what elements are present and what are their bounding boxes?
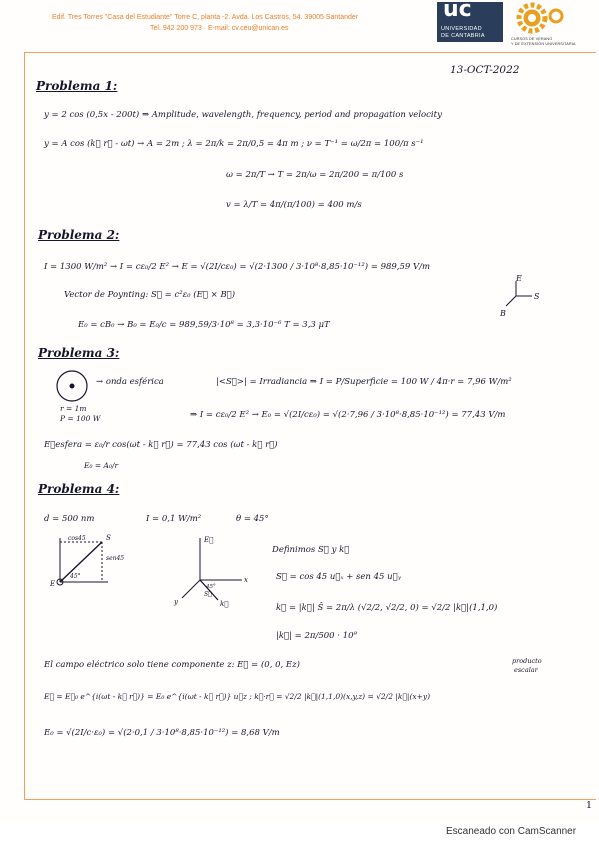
- camscanner-footer: Escaneado con CamScanner: [446, 826, 577, 837]
- problem-4-intensity: I = 0,1 W/m²: [146, 514, 202, 524]
- problem-3-wave-type: → onda esférica: [96, 377, 164, 387]
- y-axis-label: y: [174, 598, 178, 606]
- problem-4-define: Definimos S⃗ y k⃗: [272, 545, 350, 555]
- problem-3-radius: r = 1m: [60, 404, 87, 413]
- s-vector-label: S⃗: [204, 591, 212, 598]
- page-number: 1: [586, 800, 593, 811]
- problem-4-angle: θ = 45°: [236, 514, 269, 524]
- note-escalar: escalar: [514, 666, 538, 674]
- problem-2-poynting: Vector de Poynting: S⃗ = c²ε₀ (E⃗ × B⃗): [64, 290, 236, 300]
- problem-3-irradiance: |<S⃗>| = Irradiancia ⇒ I = P/Superficie = 100 W / 4π·r = 7,96 W/m²: [216, 377, 512, 387]
- z-label: E⃗: [204, 536, 214, 544]
- axis-e-label: E: [516, 274, 522, 283]
- universidad-cantabria-logo: uc UNIVERSIDAD DE CANTABRIA: [437, 2, 503, 42]
- problem-4-k-magnitude: |k⃗| = 2π/500 · 10⁹: [276, 631, 357, 641]
- cos-label: cos45: [68, 535, 86, 542]
- problem-3-amplitude: E₀ = A₀/r: [84, 461, 119, 470]
- problem-1-equation: y = 2 cos (0,5x - 200t) ⇒ Amplitude, wavelength, frequency, period and propagation velocity: [44, 110, 442, 120]
- problem-3-title: Problema 3:: [38, 346, 120, 360]
- k-label: k⃗: [220, 600, 229, 608]
- angle2-label: 45°: [206, 584, 216, 590]
- problem-2-title: Problema 2:: [38, 228, 120, 242]
- problem-4-amplitude: E₀ = √(2I/c·ε₀) = √(2·0,1 / 3·10⁸·8,85·10⁻¹²) = 8,68 V/m: [44, 728, 280, 738]
- problem-1-velocity: v = λ/T = 4π/(π/100) = 400 m/s: [226, 200, 362, 210]
- problem-4-3d-axes-diagram: [170, 532, 250, 612]
- axis-b-label: B: [500, 309, 506, 318]
- axis-s-label: S: [534, 292, 540, 301]
- problem-4-s-vector: S⃗ = cos 45 u⃗ₓ + sen 45 u⃗ᵧ: [276, 572, 401, 582]
- problem-4-title: Problema 4:: [38, 482, 120, 496]
- problem-1-parameters: y = A cos (k⃗ r⃗ - ωt) → A = 2m ; λ = 2π/k = 2π/0,5 = 4π m ; ν = T⁻¹ = ω/2π = 100/π s⁻¹: [44, 139, 424, 149]
- x-axis-label: x: [244, 576, 248, 584]
- problem-2-field: I = 1300 W/m² → I = cε₀/2 E² → E = √(2I/cε₀) = √(2·1300 / 3·10⁸·8,85·10⁻¹²) = 989,59 V/m: [44, 262, 431, 272]
- e-label: E: [50, 580, 56, 588]
- note-producto: producto: [512, 657, 542, 665]
- date: 13-OCT-2022: [450, 64, 520, 76]
- gear-icon: [506, 2, 576, 36]
- notebook-frame: [24, 52, 596, 800]
- problem-4-field-component: El campo eléctrico solo tiene componente z: E⃗ = (0, 0, Ez): [44, 660, 300, 670]
- problem-3-field: ⇒ I = cε₀/2 E² → E₀ = √(2I/cε₀) = √(2·7,96 / 3·10⁸·8,85·10⁻¹²) = 77,43 V/m: [190, 410, 506, 420]
- spherical-source-diagram: [52, 366, 92, 406]
- angle-label: 45°: [70, 573, 81, 580]
- problem-1-period: ω = 2π/T → T = 2π/ω = 2π/200 = π/100 s: [226, 170, 404, 180]
- problem-4-field-expression: E⃗ = E⃗₀ e^{i(ωt - k⃗ r⃗)} = E₀ e^{i(ωt - k⃗ r⃗)} u⃗z ; k⃗·r⃗ = √2/2 |k⃗|(1,1,0)(x,y,z) = √2/2 |k⃗|(x+y): [44, 692, 431, 701]
- s-label: S: [106, 534, 111, 542]
- problem-4-wavelength: d = 500 nm: [44, 514, 95, 524]
- cursos-verano-logo: CURSOS DE VERANO Y DE EXTENSIÓN UNIVERSITARIA: [506, 2, 576, 46]
- problem-2-axes-diagram: [492, 276, 552, 326]
- header-contact: Tel. 942 200 973 · E-mail: cv.ceu@unican.es: [150, 25, 289, 32]
- problem-4-direction-diagram: [50, 530, 160, 590]
- problem-3-power: P = 100 W: [60, 414, 101, 423]
- problem-4-k-vector: k⃗ = |k⃗| Ŝ = 2π/λ (√2/2, √2/2, 0) = √2/2 |k⃗|(1,1,0): [276, 603, 498, 613]
- problem-1-title: Problema 1:: [36, 79, 118, 93]
- sen-label: sen45: [106, 555, 125, 562]
- header-address: Edif. Tres Torres "Casa del Estudiante" Torre C, planta -2. Avda. Los Castros, 54. 39005 Santander: [52, 14, 359, 21]
- problem-3-spherical-field: E⃗esfera = ε₀/r cos(ωt - k⃗ r⃗) = 77,43 cos (ωt - k⃗ r⃗): [44, 440, 278, 450]
- problem-2-magnetic: E₀ = cB₀ → B₀ = E₀/c = 989,59/3·10⁸ = 3,3·10⁻⁶ T = 3,3 μT: [78, 320, 330, 330]
